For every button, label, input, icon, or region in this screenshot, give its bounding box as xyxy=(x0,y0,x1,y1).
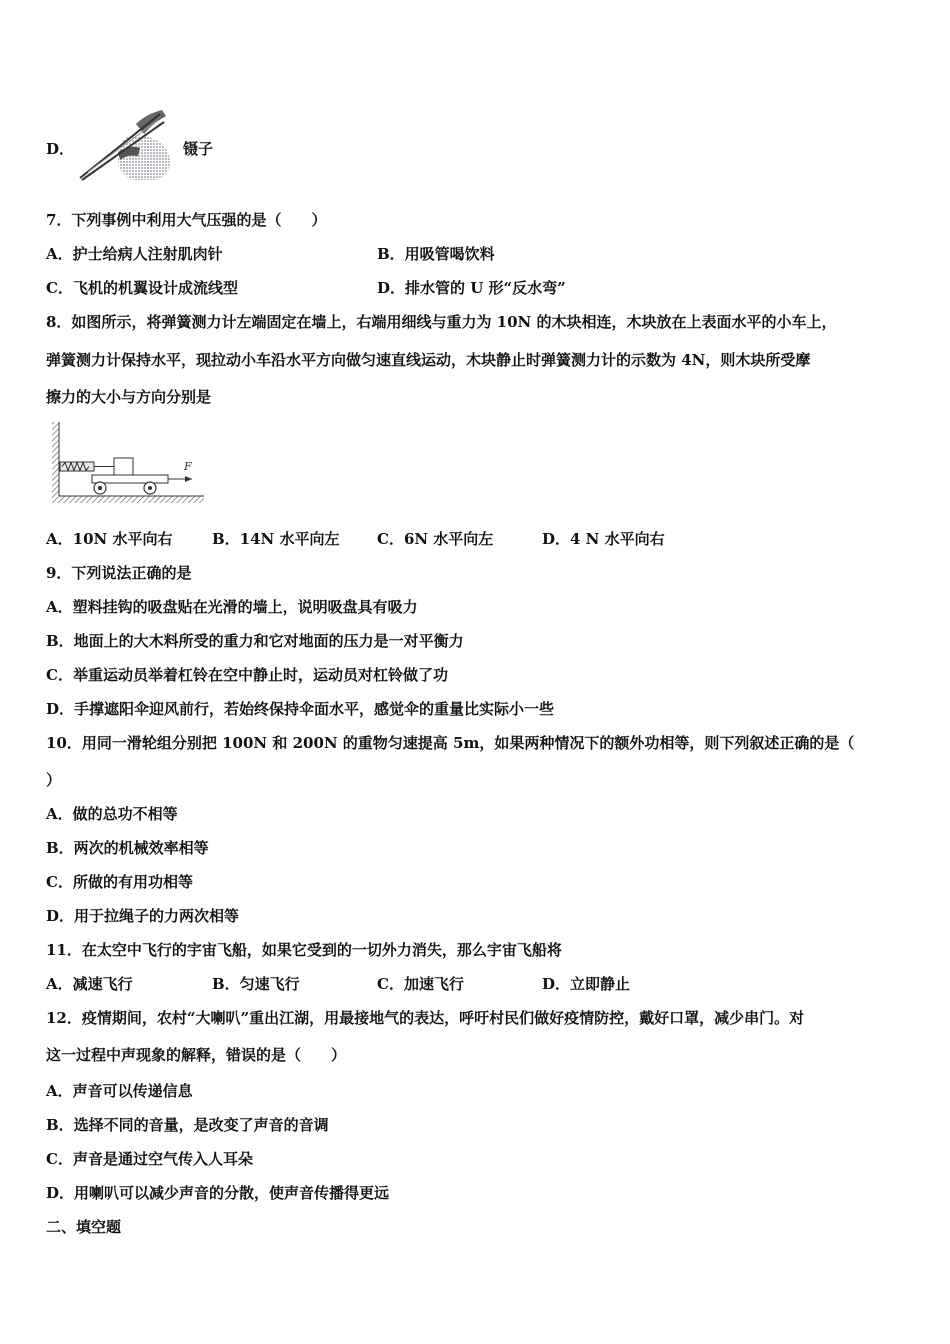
q10-option-a: A．做的总功不相等 xyxy=(46,805,178,823)
q12-option-a: A．声音可以传递信息 xyxy=(46,1082,193,1100)
q8-option-d: D．4 N 水平向右 xyxy=(542,530,665,548)
q12-option-c: C．声音是通过空气传入人耳朵 xyxy=(46,1150,253,1168)
tweezers-image xyxy=(78,104,174,182)
q11-stem: 11．在太空中飞行的宇宙飞船，如果它受到的一切外力消失，那么宇宙飞船将 xyxy=(46,941,562,959)
q7-option-a: A．护士给病人注射肌肉针 xyxy=(46,245,223,263)
q7-stem: 7．下列事例中利用大气压强的是（ ） xyxy=(46,211,327,229)
wooden-block xyxy=(114,458,133,475)
q8-option-b: B．14N 水平向左 xyxy=(212,530,340,548)
q6-option-d-text: 镊子 xyxy=(183,140,214,158)
wall xyxy=(52,422,59,502)
q10-option-c: C．所做的有用功相等 xyxy=(46,873,193,891)
q10-stem-line-2: ） xyxy=(46,771,62,789)
q8-option-c: C．6N 水平向左 xyxy=(377,530,494,548)
q8-stem-line-3: 擦力的大小与方向分别是 xyxy=(46,388,212,406)
q9-stem: 9．下列说法正确的是 xyxy=(46,564,192,582)
q9-option-c: C．举重运动员举着杠铃在空中静止时，运动员对杠铃做了功 xyxy=(46,666,448,684)
q10-stem-line-1: 10．用同一滑轮组分别把 100N 和 200N 的重物匀速提高 5m，如果两种情况下的额外功相等，则下列叙述正确的是（ xyxy=(46,734,855,752)
q11-option-c: C．加速飞行 xyxy=(377,975,464,993)
q8-stem-line-2: 弹簧测力计保持水平，现拉动小车沿水平方向做匀速直线运动，木块静止时弹簧测力计的示数为 4N，则木块所受摩 xyxy=(46,351,811,369)
q10-option-d: D．用于拉绳子的力两次相等 xyxy=(46,907,240,925)
q11-option-d: D．立即静止 xyxy=(542,975,631,993)
q7-option-c: C．飞机的机翼设计成流线型 xyxy=(46,279,238,297)
q11-option-b: B．匀速飞行 xyxy=(212,975,300,993)
cart-body xyxy=(92,475,168,483)
q9-option-a: A．塑料挂钩的吸盘贴在光滑的墙上，说明吸盘具有吸力 xyxy=(46,598,418,616)
q7-option-b: B．用吸管喝饮料 xyxy=(377,245,495,263)
q6-option-d-letter: D． xyxy=(46,140,75,158)
q8-option-a: A．10N 水平向右 xyxy=(46,530,173,548)
q12-stem-line-2: 这一过程中声现象的解释，错误的是（ ） xyxy=(46,1046,347,1064)
force-label: F xyxy=(184,460,192,473)
q9-option-b: B．地面上的大木料所受的重力和它对地面的压力是一对平衡力 xyxy=(46,632,464,650)
q12-option-d: D．用喇叭可以减少声音的分散，使声音传播得更远 xyxy=(46,1184,390,1202)
q10-option-b: B．两次的机械效率相等 xyxy=(46,839,209,857)
ground xyxy=(52,496,204,503)
spring-scale-cart-diagram xyxy=(50,420,206,506)
section-heading: 二、填空题 xyxy=(46,1218,122,1236)
q12-option-b: B．选择不同的音量，是改变了声音的音调 xyxy=(46,1116,329,1134)
q7-option-d: D．排水管的 U 形“反水弯” xyxy=(377,279,566,297)
q11-option-a: A．减速飞行 xyxy=(46,975,133,993)
q12-stem-line-1: 12．疫情期间，农村“大喇叭”重出江湖，用最接地气的表达，呼吁村民们做好疫情防控，戴好口罩，减少串门。对 xyxy=(46,1009,805,1027)
q8-stem-line-1: 8．如图所示，将弹簧测力计左端固定在墙上，右端用细线与重力为 10N 的木块相连，木块放在上表面水平的小车上， xyxy=(46,313,837,331)
q9-option-d: D．手撑遮阳伞迎风前行，若始终保持伞面水平，感觉伞的重量比实际小一些 xyxy=(46,700,555,718)
